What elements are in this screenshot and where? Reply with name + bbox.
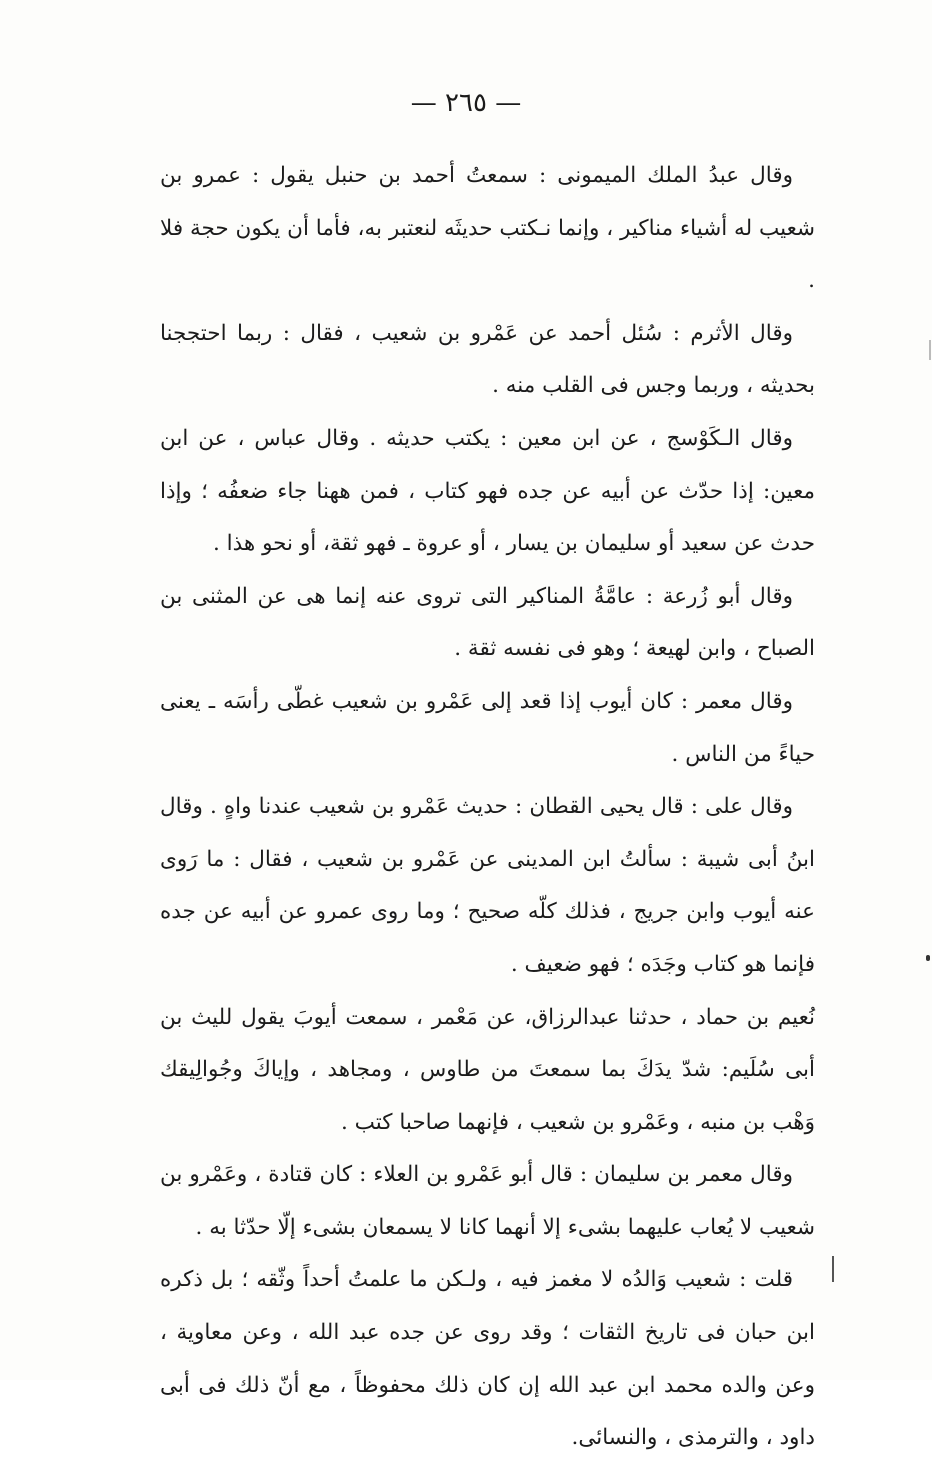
paragraph-abu-zura: وقال أبو زُرعة : عامَّةُ المناكير التى تروى عنه إنما هى عن المثنى بن الصباح ، وابن لهيعة ؛ وهو فى نفسه ثقة . xyxy=(160,583,815,662)
scan-edge-mark xyxy=(929,340,931,360)
scan-edge-dot xyxy=(926,955,930,961)
body-text xyxy=(160,150,815,1465)
paragraph-author-note: قلت : شعيب وَالدُه لا مغمز فيه ، ولـكن ما علمتُ أحداً وثّقه ؛ بل ذكره ابن حبان فى تاريخ الثقات ؛ وقد روى عن جده عبد الله ، وعن معاوية ، وعن والده محمد ابن عبد الله إن كان ذلك محفوظاً ، مع أنّ ذلك فى أبى داود ، والترمذى ، والنسائى. xyxy=(160,1267,815,1451)
paragraph-mamar: وقال معمر : كان أيوب إذا قعد إلى عَمْرو بن شعيب غطّى رأسَه ـ يعنى حياءً من الناس . xyxy=(160,688,815,767)
paragraph-ali-qattan: وقال على : قال يحيى القطان : حديث عَمْرو بن شعيب عندنا واهٍ . وقال ابنُ أبى شيبة : سألتُ ابن المدينى عن عَمْرو بن شعيب ، فقال : ما رَوى عنه أيوب وابن جريج ، فذلك كلّه صحيح ؛ وما روى عمرو عن أبيه عن جده فإنما هو كتاب وجَدَه ؛ فهو ضعيف . xyxy=(160,794,815,977)
paragraph-mutamir: وقال معمر بن سليمان : قال أبو عَمْرو بن العلاء : كان قتادة ، وعَمْرو بن شعيب لا يُعاب عليهما بشىء إلا أنهما كانا لا يسمعان بشىء إلّا حدّثا به . xyxy=(160,1162,815,1240)
scan-edge-bar xyxy=(832,1256,834,1282)
paragraph-maymuni: وقال عبدُ الملك الميمونى : سمعتُ أحمد بن حنبل يقول : عمرو بن شعيب له أشياء مناكير ، وإنما نـكتب حديثَه لنعتبر به، فأما أن يكون حجة فلا . xyxy=(160,163,815,294)
paragraph-kawsaj: وقال الـكَوْسج ، عن ابن معين : يكتب حديثه . وقال عباس ، عن ابن معين: إذا حدّث عن أبيه عن جده فهو كتاب ، فمن ههنا جاء ضعفُه ؛ وإذا حدث عن سعيد أو سليمان بن يسار ، أو عروة ـ فهو ثقة، أو نحو هذا . xyxy=(160,425,815,557)
page-number: — ٢٦٥ — xyxy=(410,88,522,118)
paragraph-athram: وقال الأثرم : سُئل أحمد عن عَمْرو بن شعيب ، فقال : ربما احتججنا بحديثه ، وربما وجس فى القلب منه . xyxy=(160,320,815,399)
paragraph-nuaym: نُعيم بن حماد ، حدثنا عبدالرزاق، عن مَعْمر ، سمعت أيوبَ يقول لليث بن أبى سُلَيم: شدّ يدَكَ بما سمعتَ من طاوس ، ومجاهد ، وإياكَ وجُوالِيقك وَهْب بن منبه ، وعَمْرو بن شعيب ، فإنهما صاحبا كتب . xyxy=(160,1004,815,1135)
